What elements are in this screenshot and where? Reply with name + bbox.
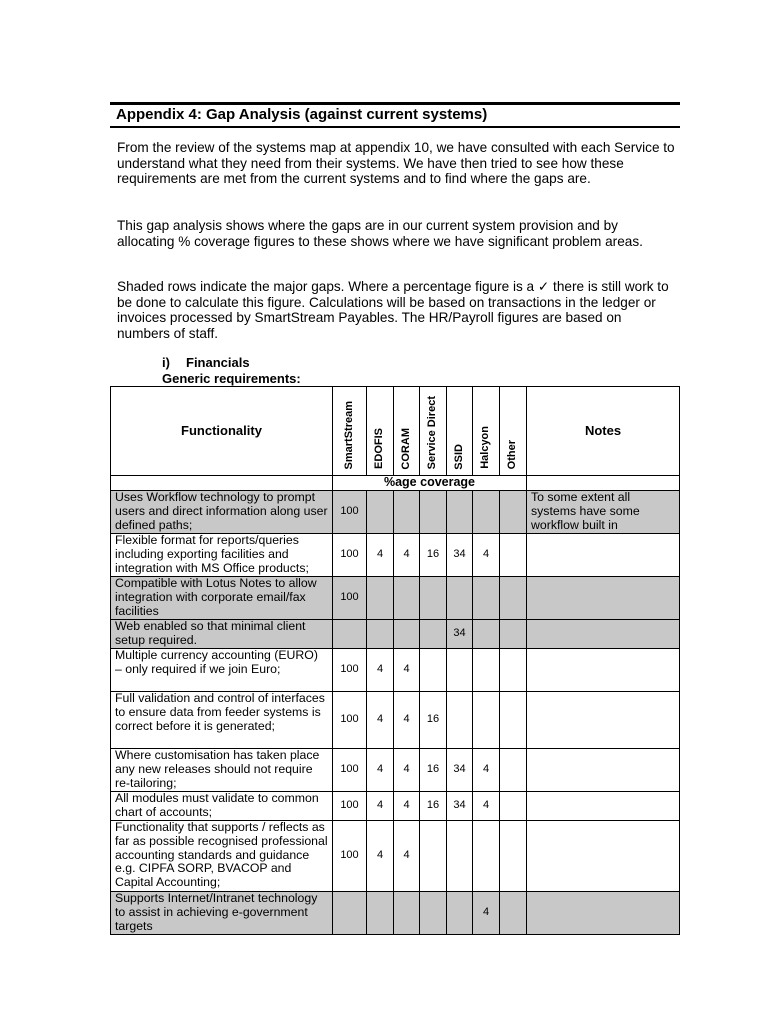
coverage-value-cell: 34 [447, 792, 473, 821]
coverage-value-cell: 100 [333, 792, 367, 821]
coverage-value-cell [394, 620, 420, 649]
gap-analysis-paragraph: This gap analysis shows where the gaps are in our current system provision and by allocating % coverage figures to these shows where we have significant problem areas. [117, 218, 643, 249]
functionality-cell: Multiple currency accounting (EURO) – only required if we join Euro; [111, 649, 333, 692]
coverage-value-cell [500, 577, 527, 620]
coverage-row [111, 476, 680, 491]
coverage-value-cell [447, 649, 473, 692]
column-header: Service Direct [420, 387, 447, 476]
column-header: Halcyon [473, 387, 500, 476]
table-header-row [111, 387, 680, 476]
coverage-value-cell: 4 [473, 792, 500, 821]
notes-cell [527, 534, 680, 577]
coverage-value-cell: 16 [420, 692, 447, 749]
coverage-value-cell [500, 821, 527, 892]
table-row [111, 821, 680, 892]
table-row [111, 534, 680, 577]
notes-cell [527, 749, 680, 792]
coverage-value-cell: 4 [367, 792, 394, 821]
coverage-value-cell: 16 [420, 792, 447, 821]
functionality-cell: Flexible format for reports/queries including exporting facilities and integration with MS Office products; [111, 534, 333, 577]
notes-cell [527, 821, 680, 892]
coverage-value-cell: 100 [333, 649, 367, 692]
functionality-cell: Compatible with Lotus Notes to allow integration with corporate email/fax facilities [111, 577, 333, 620]
functionality-header: Functionality [111, 387, 333, 476]
shaded-rows-paragraph: Shaded rows indicate the major gaps. Where a percentage figure is a ✓ there is still work to be done to calculate this figure. Calculations will be based on transactions in the ledger or invoices processed by SmartStream Payables. The HR/Payroll figures are based on numbers of staff. [117, 279, 669, 341]
coverage-value-cell: 4 [473, 892, 500, 935]
coverage-value-cell [473, 649, 500, 692]
coverage-value-cell: 34 [447, 534, 473, 577]
coverage-value-cell [500, 491, 527, 534]
table-row [111, 892, 680, 935]
coverage-value-cell [420, 821, 447, 892]
coverage-value-cell: 100 [333, 534, 367, 577]
notes-cell [527, 620, 680, 649]
gap-analysis-table [110, 386, 680, 935]
table-row [111, 792, 680, 821]
coverage-value-cell [420, 577, 447, 620]
coverage-value-cell: 4 [367, 821, 394, 892]
functionality-cell: All modules must validate to common chart of accounts; [111, 792, 333, 821]
column-header: SSID [447, 387, 473, 476]
notes-cell [527, 649, 680, 692]
intro-paragraph: From the review of the systems map at appendix 10, we have consulted with each Service to understand what they need from their systems. We have then tried to see how these requirements are met from the current systems and to find where the gaps are. [117, 140, 675, 187]
coverage-value-cell: 100 [333, 692, 367, 749]
coverage-value-cell: 16 [420, 749, 447, 792]
coverage-value-cell [500, 534, 527, 577]
notes-header: Notes [527, 387, 680, 476]
coverage-value-cell: 34 [447, 620, 473, 649]
coverage-value-cell [500, 792, 527, 821]
coverage-value-cell [447, 491, 473, 534]
coverage-value-cell: 4 [394, 692, 420, 749]
notes-cell [527, 577, 680, 620]
coverage-value-cell: 4 [473, 534, 500, 577]
coverage-value-cell [473, 692, 500, 749]
coverage-value-cell: 4 [367, 749, 394, 792]
coverage-value-cell: 4 [394, 534, 420, 577]
coverage-value-cell [473, 491, 500, 534]
coverage-value-cell [420, 892, 447, 935]
coverage-value-cell: 100 [333, 821, 367, 892]
coverage-spacer [527, 476, 680, 491]
coverage-value-cell: 100 [333, 577, 367, 620]
coverage-value-cell: 4 [394, 749, 420, 792]
coverage-value-cell: 4 [473, 749, 500, 792]
coverage-value-cell: 4 [394, 821, 420, 892]
coverage-value-cell: 16 [420, 534, 447, 577]
table-row [111, 491, 680, 534]
functionality-cell: Full validation and control of interfaces to ensure data from feeder systems is correct before it is generated; [111, 692, 333, 749]
coverage-value-cell [367, 577, 394, 620]
coverage-value-cell [473, 577, 500, 620]
coverage-value-cell [394, 892, 420, 935]
coverage-value-cell [447, 692, 473, 749]
coverage-value-cell [447, 577, 473, 620]
functionality-cell: Uses Workflow technology to prompt users and direct information along user defined paths; [111, 491, 333, 534]
notes-cell [527, 792, 680, 821]
functionality-cell: Functionality that supports / reflects as far as possible recognised professional accounting standards and guidance e.g. CIPFA SORP, BVACOP and Capital Accounting; [111, 821, 333, 892]
coverage-value-cell [473, 821, 500, 892]
table-row [111, 692, 680, 749]
coverage-value-cell [420, 649, 447, 692]
coverage-value-cell: 4 [367, 534, 394, 577]
coverage-spacer [111, 476, 333, 491]
column-header: EDOFIS [367, 387, 394, 476]
section-heading [162, 355, 301, 386]
coverage-label: %age coverage [333, 476, 527, 491]
coverage-value-cell [500, 649, 527, 692]
coverage-value-cell [420, 491, 447, 534]
section-title: Financials [186, 355, 250, 370]
functionality-cell: Supports Internet/Intranet technology to assist in achieving e-government targets [111, 892, 333, 935]
table-row [111, 749, 680, 792]
coverage-value-cell: 4 [367, 649, 394, 692]
coverage-value-cell: 4 [367, 692, 394, 749]
coverage-value-cell [333, 620, 367, 649]
notes-cell [527, 692, 680, 749]
table-row [111, 577, 680, 620]
coverage-value-cell [367, 892, 394, 935]
coverage-value-cell [394, 491, 420, 534]
coverage-value-cell [420, 620, 447, 649]
coverage-value-cell [367, 491, 394, 534]
coverage-value-cell: 4 [394, 649, 420, 692]
coverage-value-cell [447, 892, 473, 935]
notes-cell: To some extent all systems have some workflow built in [527, 491, 680, 534]
coverage-value-cell [394, 577, 420, 620]
column-header: Other [500, 387, 527, 476]
coverage-value-cell [447, 821, 473, 892]
coverage-value-cell: 34 [447, 749, 473, 792]
column-header: SmartStream [333, 387, 367, 476]
section-number: i) [162, 355, 170, 370]
coverage-value-cell [333, 892, 367, 935]
coverage-value-cell [500, 749, 527, 792]
coverage-value-cell [367, 620, 394, 649]
notes-cell [527, 892, 680, 935]
coverage-value-cell [473, 620, 500, 649]
functionality-cell: Web enabled so that minimal client setup required. [111, 620, 333, 649]
section-subtitle: Generic requirements: [162, 370, 301, 386]
coverage-value-cell: 100 [333, 749, 367, 792]
coverage-value-cell [500, 620, 527, 649]
table-row [111, 649, 680, 692]
page-heading: Appendix 4: Gap Analysis (against current systems) [110, 102, 680, 128]
coverage-value-cell [500, 692, 527, 749]
table-row [111, 620, 680, 649]
column-header: CORAM [394, 387, 420, 476]
coverage-value-cell [500, 892, 527, 935]
functionality-cell: Where customisation has taken place any new releases should not require re-tailoring; [111, 749, 333, 792]
coverage-value-cell: 100 [333, 491, 367, 534]
coverage-value-cell: 4 [394, 792, 420, 821]
